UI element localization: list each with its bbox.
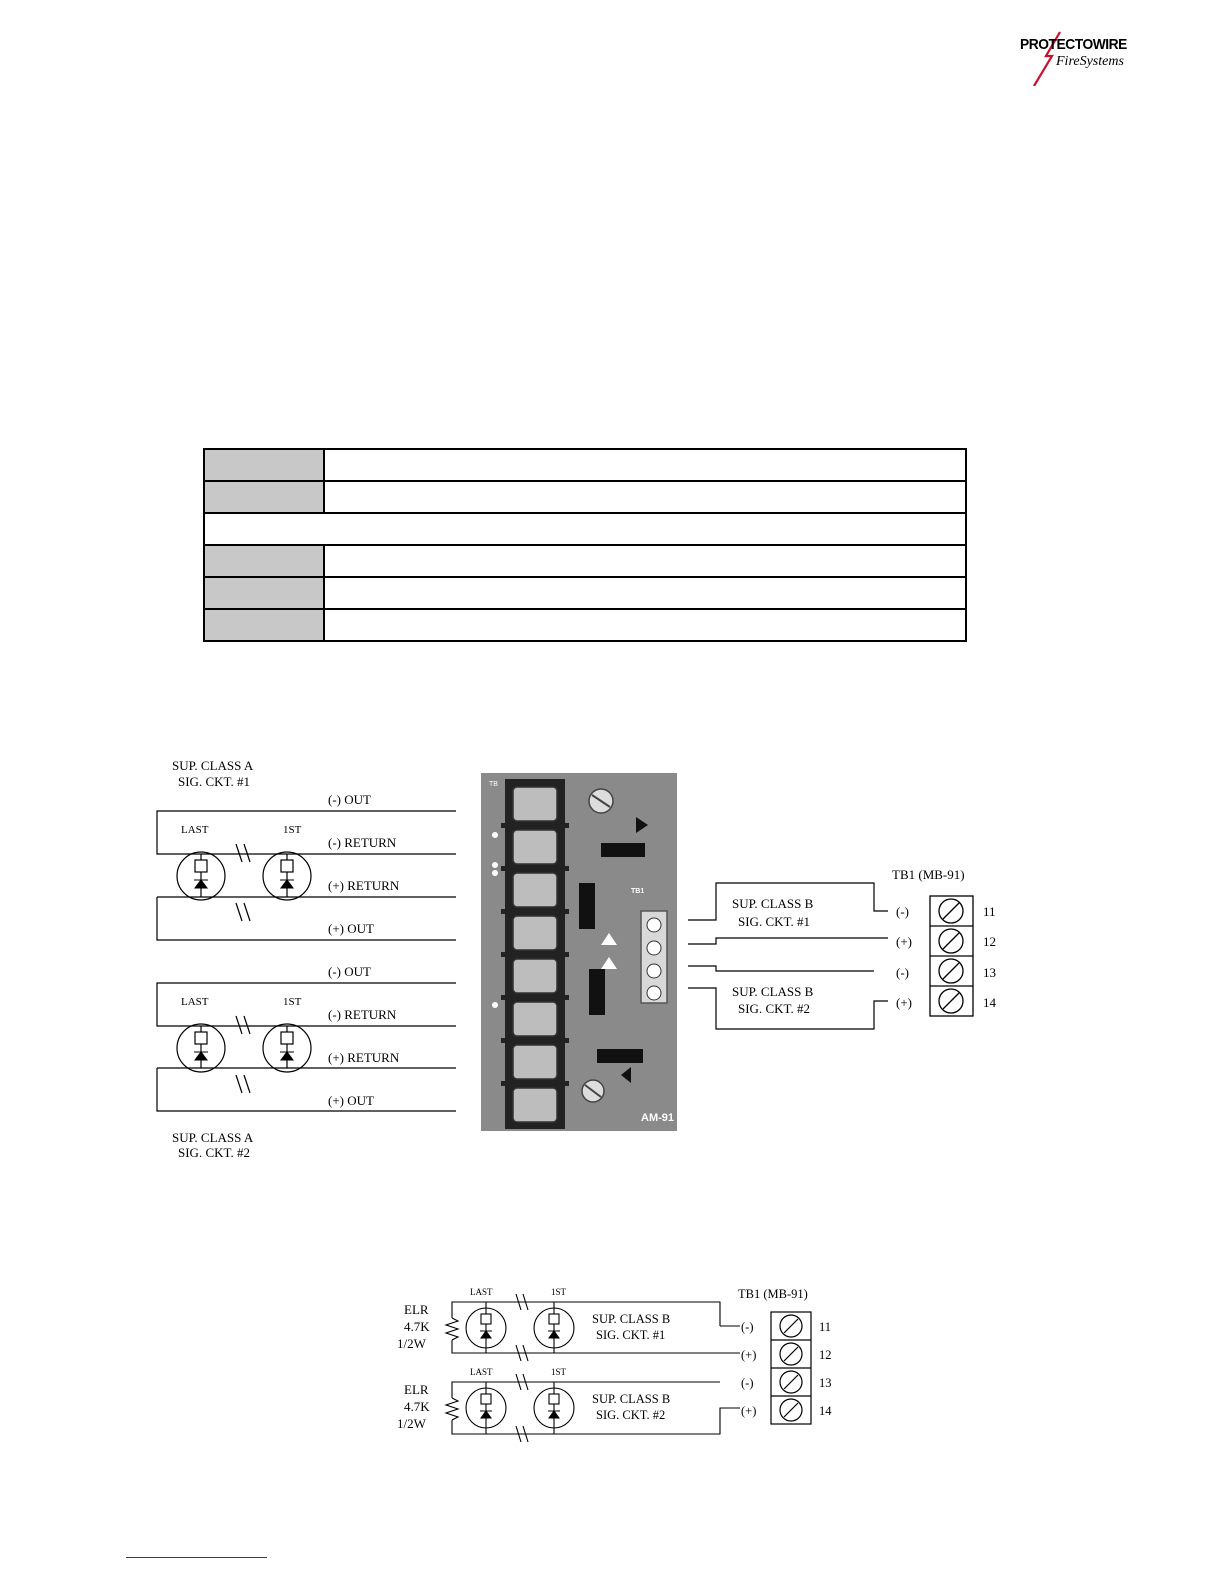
class-b-1-title: SUP. CLASS B <box>592 1312 671 1326</box>
last-device-label: LAST <box>470 1287 493 1297</box>
class-a-1-subtitle: SIG. CKT. #1 <box>178 774 250 789</box>
pos-return-2-label: (+) RETURN <box>328 1050 400 1065</box>
neg-out-1-label: (-) OUT <box>328 792 371 807</box>
polarity-label: (+) <box>896 995 912 1010</box>
last-device-label: LAST <box>470 1367 493 1377</box>
last-device-label: LAST <box>181 824 209 836</box>
polarity-label: (+) <box>741 1404 757 1418</box>
logo-wordmark: PROTECTOWIRE <box>1020 36 1127 53</box>
polarity-label: (-) <box>741 1376 754 1390</box>
class-b-2-subtitle: SIG. CKT. #2 <box>738 1001 810 1016</box>
tb1-label: TB1 (MB-91) <box>738 1287 808 1301</box>
class-b-2-subtitle: SIG. CKT. #2 <box>596 1408 666 1422</box>
elr-label: ELR <box>404 1382 429 1397</box>
logo-subtitle: FireSystems <box>1056 54 1124 69</box>
polarity-label: (-) <box>896 965 909 980</box>
terminal-number: 11 <box>983 904 996 919</box>
elr-wattage: 1/2W <box>397 1336 426 1351</box>
elr-label: ELR <box>404 1302 429 1317</box>
neg-out-2-label: (-) OUT <box>328 964 371 979</box>
polarity-label: (+) <box>741 1348 757 1362</box>
pos-out-2-label: (+) OUT <box>328 1093 374 1108</box>
polarity-label: (+) <box>896 934 912 949</box>
class-b-2-title: SUP. CLASS B <box>732 984 814 999</box>
terminal-number: 14 <box>983 995 996 1010</box>
polarity-label: (-) <box>741 1320 754 1334</box>
terminal-number: 12 <box>819 1348 832 1362</box>
board-tb1-label: TB1 <box>631 888 645 895</box>
first-device-label: 1ST <box>283 996 302 1008</box>
class-a-1-title: SUP. CLASS A <box>172 758 254 773</box>
neg-return-2-label: (-) RETURN <box>328 1007 397 1022</box>
terminal-number: 11 <box>819 1320 832 1334</box>
class-b-1-subtitle: SIG. CKT. #1 <box>596 1328 666 1342</box>
polarity-label: (-) <box>896 904 909 919</box>
pos-out-1-label: (+) OUT <box>328 921 374 936</box>
tb1-terminal-block-b <box>771 1312 811 1424</box>
footer-link[interactable] <box>126 1557 267 1558</box>
elr-value: 4.7K <box>404 1319 430 1334</box>
elr-wattage: 1/2W <box>397 1416 426 1431</box>
class-b-1-subtitle: SIG. CKT. #1 <box>738 914 810 929</box>
tb1-label: TB1 (MB-91) <box>892 867 965 882</box>
class-a-2-title: SUP. CLASS A <box>172 1130 254 1145</box>
first-device-label: 1ST <box>551 1287 567 1297</box>
class-b-1-title: SUP. CLASS B <box>732 896 814 911</box>
terminal-number: 13 <box>819 1376 832 1390</box>
first-device-label: 1ST <box>551 1367 567 1377</box>
last-device-label: LAST <box>181 996 209 1008</box>
class-b-2-title: SUP. CLASS B <box>592 1392 671 1406</box>
first-device-label: 1ST <box>283 824 302 836</box>
board-label: AM-91 <box>641 1112 675 1124</box>
elr-value: 4.7K <box>404 1399 430 1414</box>
terminal-number: 14 <box>819 1404 832 1418</box>
terminal-number: 13 <box>983 965 996 980</box>
board-tb-label: TB <box>489 781 498 788</box>
terminal-number: 12 <box>983 934 996 949</box>
neg-return-1-label: (-) RETURN <box>328 835 397 850</box>
class-a-2-subtitle: SIG. CKT. #2 <box>178 1145 250 1160</box>
pos-return-1-label: (+) RETURN <box>328 878 400 893</box>
